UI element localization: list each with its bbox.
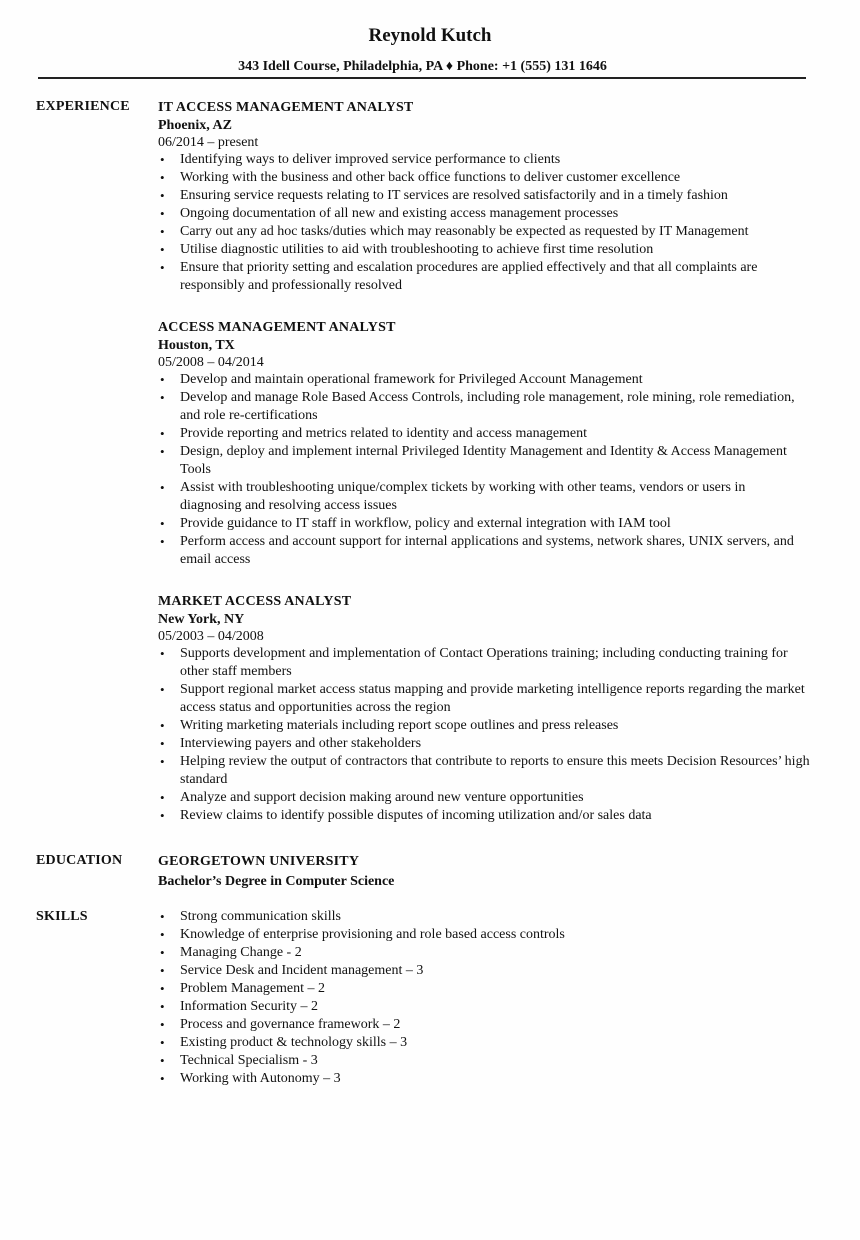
job-entry-2: [158, 319, 818, 569]
list-item: • Existing product & technology skills – 3: [160, 1035, 408, 1050]
bullet-icon: •: [160, 999, 165, 1014]
bullet-icon: •: [160, 736, 165, 751]
bullet-icon: •: [160, 790, 165, 805]
list-item: • Strong communication skills: [160, 909, 341, 924]
job-dates: 06/2014 – present: [158, 135, 259, 150]
job-bullets: [158, 645, 818, 825]
list-item: • Provide guidance to IT staff in workflow, policy and external integration with IAM tool: [160, 516, 671, 531]
bullet-icon: •: [160, 945, 165, 960]
skill-bullets: [158, 908, 818, 1088]
list-item: • Support regional market access status mapping and provide marketing intelligence reports regarding the market access status and opportunities across the region: [160, 682, 805, 715]
job-title: MARKET ACCESS ANALYST: [158, 594, 352, 609]
list-item: • Develop and manage Role Based Access Controls, including role management, role mining, role remediation, and role re-certifications: [160, 390, 795, 423]
job-location: New York, NY: [158, 612, 245, 627]
education-entry: [158, 853, 818, 890]
list-item: • Knowledge of enterprise provisioning and role based access controls: [160, 927, 565, 942]
bullet-icon: •: [160, 1053, 165, 1068]
bullet-icon: •: [160, 390, 165, 405]
degree: Bachelor’s Degree in Computer Science: [158, 874, 395, 889]
list-item: • Information Security – 2: [160, 999, 319, 1014]
list-item: • Provide reporting and metrics related to identity and access management: [160, 426, 588, 441]
skills-list: [158, 908, 818, 1088]
contact-line: 343 Idell Course, Philadelphia, PA ♦ Phone: +1 (555) 131 1646: [238, 59, 607, 74]
bullet-icon: •: [160, 152, 165, 167]
list-item: • Helping review the output of contractors that contribute to reports to ensure this meets Decision Resources’ high standard: [160, 754, 810, 787]
list-item: • Ensuring service requests relating to IT services are resolved satisfactorily and in a timely fashion: [160, 188, 728, 203]
list-item: • Working with the business and other back office functions to deliver customer excellence: [160, 170, 681, 185]
bullet-icon: •: [160, 1035, 165, 1050]
bullet-icon: •: [160, 260, 165, 275]
list-item: • Assist with troubleshooting unique/complex tickets by working with other teams, vendors or users in diagnosing and resolving access issues: [160, 480, 746, 513]
skills-heading: SKILLS: [36, 909, 88, 924]
school-name: GEORGETOWN UNIVERSITY: [158, 854, 360, 869]
list-item: • Interviewing payers and other stakeholders: [160, 736, 422, 751]
job-location: Houston, TX: [158, 338, 235, 353]
bullet-icon: •: [160, 927, 165, 942]
bullet-icon: •: [160, 1017, 165, 1032]
job-entry-3: [158, 593, 818, 825]
bullet-icon: •: [160, 909, 165, 924]
job-bullets: [158, 371, 818, 569]
bullet-icon: •: [160, 963, 165, 978]
list-item: • Perform access and account support for internal applications and systems, network shares, UNIX servers, and email access: [160, 534, 794, 567]
list-item: • Analyze and support decision making around new venture opportunities: [160, 790, 584, 805]
list-item: • Ensure that priority setting and escalation procedures are applied effectively and that all complaints are responsibly and professionally resolved: [160, 260, 758, 293]
job-entry-1: [158, 99, 818, 295]
list-item: • Ongoing documentation of all new and existing access management processes: [160, 206, 619, 221]
candidate-name: Reynold Kutch: [368, 25, 492, 46]
bullet-icon: •: [160, 718, 165, 733]
bullet-icon: •: [160, 426, 165, 441]
job-location: Phoenix, AZ: [158, 118, 232, 133]
list-item: • Utilise diagnostic utilities to aid with troubleshooting to achieve first time resolution: [160, 242, 654, 257]
list-item: • Working with Autonomy – 3: [160, 1071, 341, 1086]
header-divider: [38, 77, 806, 79]
bullet-icon: •: [160, 808, 165, 823]
bullet-icon: •: [160, 480, 165, 495]
bullet-icon: •: [160, 1071, 165, 1086]
list-item: • Technical Specialism - 3: [160, 1053, 318, 1068]
bullet-icon: •: [160, 206, 165, 221]
list-item: • Service Desk and Incident management – 3: [160, 963, 424, 978]
education-heading: EDUCATION: [36, 853, 123, 868]
bullet-icon: •: [160, 516, 165, 531]
bullet-icon: •: [160, 242, 165, 257]
bullet-icon: •: [160, 682, 165, 697]
bullet-icon: •: [160, 646, 165, 661]
bullet-icon: •: [160, 754, 165, 769]
bullet-icon: •: [160, 224, 165, 239]
bullet-icon: •: [160, 444, 165, 459]
job-title: ACCESS MANAGEMENT ANALYST: [158, 320, 396, 335]
list-item: • Develop and maintain operational framework for Privileged Account Management: [160, 372, 643, 387]
job-dates: 05/2008 – 04/2014: [158, 355, 264, 370]
list-item: • Managing Change - 2: [160, 945, 302, 960]
list-item: • Problem Management – 2: [160, 981, 326, 996]
job-bullets: [158, 151, 818, 295]
list-item: • Writing marketing materials including report scope outlines and press releases: [160, 718, 619, 733]
bullet-icon: •: [160, 188, 165, 203]
list-item: • Review claims to identify possible disputes of incoming utilization and/or sales data: [160, 808, 652, 823]
list-item: • Identifying ways to deliver improved service performance to clients: [160, 152, 561, 167]
list-item: • Carry out any ad hoc tasks/duties which may reasonably be expected as requested by IT Management: [160, 224, 749, 239]
list-item: • Process and governance framework – 2: [160, 1017, 401, 1032]
bullet-icon: •: [160, 534, 165, 549]
bullet-icon: •: [160, 170, 165, 185]
job-dates: 05/2003 – 04/2008: [158, 629, 264, 644]
bullet-icon: •: [160, 372, 165, 387]
bullet-icon: •: [160, 981, 165, 996]
experience-heading: EXPERIENCE: [36, 99, 130, 114]
job-title: IT ACCESS MANAGEMENT ANALYST: [158, 100, 414, 115]
list-item: • Supports development and implementation of Contact Operations training; including conducting training for other staff members: [160, 646, 788, 679]
list-item: • Design, deploy and implement internal Privileged Identity Management and Identity & Access Management Tools: [160, 444, 787, 477]
